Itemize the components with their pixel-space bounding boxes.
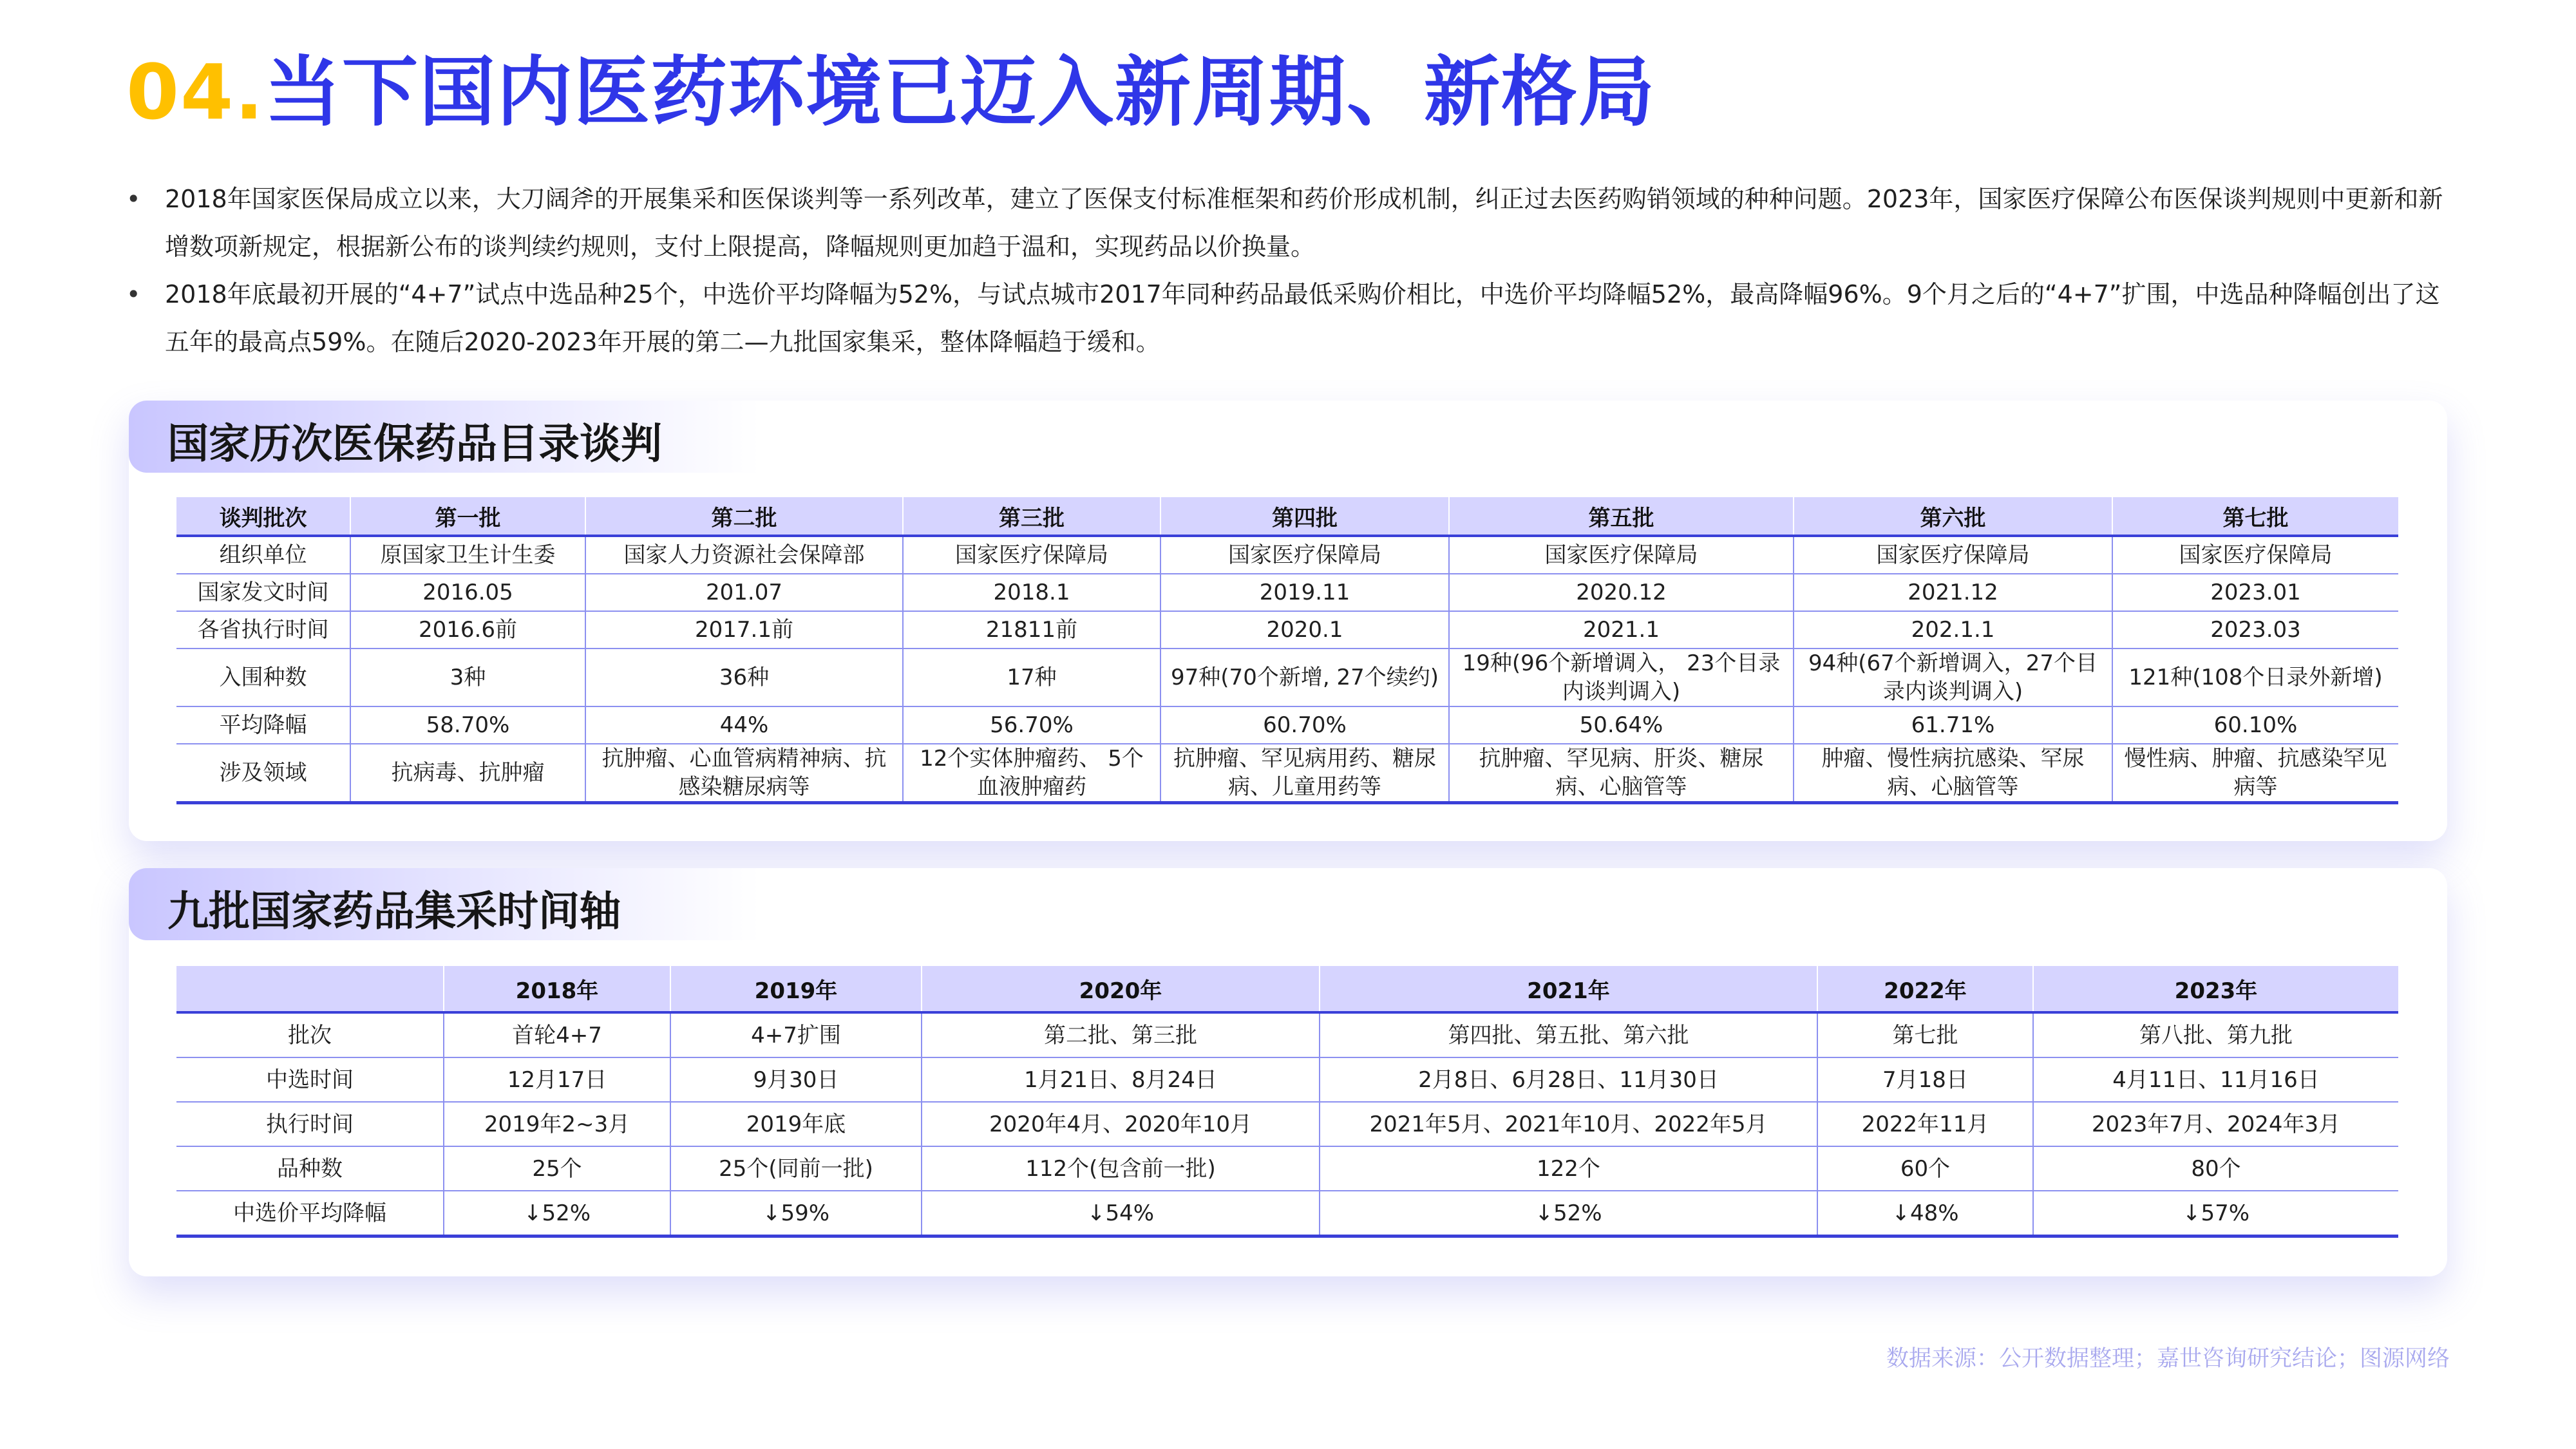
table-cell: 122个 bbox=[1320, 1146, 1817, 1191]
table-cell: 2019年2~3月 bbox=[444, 1102, 670, 1146]
table-cell: 肿瘤、慢性病抗感染、罕尿病、心脑管等 bbox=[1794, 744, 2112, 803]
table-cell: 80个 bbox=[2033, 1146, 2398, 1191]
table-cell: 36种 bbox=[585, 649, 903, 706]
bullet-list bbox=[126, 175, 2451, 366]
column-header bbox=[176, 966, 444, 1012]
table-cell: ↓57% bbox=[2033, 1191, 2398, 1236]
column-header: 2022年 bbox=[1817, 966, 2033, 1012]
table-cell: 2020.1 bbox=[1160, 611, 1449, 649]
table-row bbox=[176, 1146, 2398, 1191]
table-cell: ↓52% bbox=[1320, 1191, 1817, 1236]
table-cell: 国家医疗保障局 bbox=[2112, 536, 2398, 574]
table-row bbox=[176, 706, 2398, 744]
table-cell: 国家医疗保障局 bbox=[1794, 536, 2112, 574]
column-header: 2018年 bbox=[444, 966, 670, 1012]
table-cell: 第二批、第三批 bbox=[922, 1012, 1320, 1057]
table-cell: 抗肿瘤、罕见病、肝炎、糖尿病、心脑管等 bbox=[1449, 744, 1794, 803]
table-cell: 112个(包含前一批) bbox=[922, 1146, 1320, 1191]
table-cell: 国家医疗保障局 bbox=[1449, 536, 1794, 574]
table-cell: 2021.12 bbox=[1794, 574, 2112, 611]
column-header: 第二批 bbox=[585, 497, 903, 536]
column-header: 第六批 bbox=[1794, 497, 2112, 536]
table-row bbox=[176, 1057, 2398, 1102]
table-cell: 抗肿瘤、心血管病精神病、抗感染糖尿病等 bbox=[585, 744, 903, 803]
column-header: 第三批 bbox=[903, 497, 1160, 536]
row-label: 国家发文时间 bbox=[176, 574, 350, 611]
table-cell: 12个实体肿瘤药、 5个血液肿瘤药 bbox=[903, 744, 1160, 803]
table-cell: 97种(70个新增, 27个续约) bbox=[1160, 649, 1449, 706]
table-cell: 2021.1 bbox=[1449, 611, 1794, 649]
row-label: 涉及领域 bbox=[176, 744, 350, 803]
row-label: 平均降幅 bbox=[176, 706, 350, 744]
table-row bbox=[176, 1012, 2398, 1057]
bullet-item: • 2018年底最初开展的“4+7”试点中选品种25个，中选价平均降幅为52%，与试点城市2017年同种药品最低采购价相比，中选价平均降幅52%，最高降幅96%。9个月之后的“4+7”扩围，中选品种降幅创出了这五年的最高点59%。在随后2020-2023年开展的第二—九批国家集采，整体降幅趋于缓和。 bbox=[126, 270, 2451, 366]
table-cell: 国家人力资源社会保障部 bbox=[585, 536, 903, 574]
table-cell: 56.70% bbox=[903, 706, 1160, 744]
table-cell: 2020.12 bbox=[1449, 574, 1794, 611]
row-label: 执行时间 bbox=[176, 1102, 444, 1146]
section-title: 九批国家药品集采时间轴 bbox=[167, 888, 621, 936]
table-cell: 94种(67个新增调入，27个目录内谈判调入) bbox=[1794, 649, 2112, 706]
table-cell: 第四批、第五批、第六批 bbox=[1320, 1012, 1817, 1057]
table-row bbox=[176, 611, 2398, 649]
table-cell: 60.10% bbox=[2112, 706, 2398, 744]
table-row bbox=[176, 744, 2398, 803]
table-cell: 2019.11 bbox=[1160, 574, 1449, 611]
column-header: 2019年 bbox=[670, 966, 922, 1012]
table-cell: 2017.1前 bbox=[585, 611, 903, 649]
table-cell: 50.64% bbox=[1449, 706, 1794, 744]
table-cell: 4+7扩围 bbox=[670, 1012, 922, 1057]
section-header bbox=[129, 401, 760, 473]
procurement-card bbox=[129, 868, 2447, 1276]
table-cell: 61.71% bbox=[1794, 706, 2112, 744]
table-header-row bbox=[176, 497, 2398, 536]
negotiation-table bbox=[176, 497, 2398, 804]
table-cell: 2021年5月、2021年10月、2022年5月 bbox=[1320, 1102, 1817, 1146]
page-title bbox=[126, 37, 1656, 147]
data-source-note: 数据来源：公开数据整理；嘉世咨询研究结论；图源网络 bbox=[1886, 1346, 2450, 1372]
table-cell: 慢性病、肿瘤、抗感染罕见病等 bbox=[2112, 744, 2398, 803]
row-label: 中选时间 bbox=[176, 1057, 444, 1102]
section-title: 国家历次医保药品目录谈判 bbox=[167, 421, 662, 468]
column-header: 谈判批次 bbox=[176, 497, 350, 536]
table-cell: 25个 bbox=[444, 1146, 670, 1191]
table-cell: 国家医疗保障局 bbox=[1160, 536, 1449, 574]
row-label: 品种数 bbox=[176, 1146, 444, 1191]
table-cell: 2月8日、6月28日、11月30日 bbox=[1320, 1057, 1817, 1102]
table-row bbox=[176, 574, 2398, 611]
table-row bbox=[176, 649, 2398, 706]
table-cell: 第八批、第九批 bbox=[2033, 1012, 2398, 1057]
table-cell: 2019年底 bbox=[670, 1102, 922, 1146]
table-cell: 121种(108个日录外新增) bbox=[2112, 649, 2398, 706]
table-cell: ↓48% bbox=[1817, 1191, 2033, 1236]
column-header: 第五批 bbox=[1449, 497, 1794, 536]
bullet-item: • 2018年国家医保局成立以来，大刀阔斧的开展集采和医保谈判等一系列改革，建立了医保支付标准框架和药价形成机制，纠正过去医药购销领域的种种问题。2023年，国家医疗保障公布医保谈判规则中更新和新增数项新规定，根据新公布的谈判续约规则，支付上限提高，降幅规则更加趋于温和，实现药品以价换量。 bbox=[126, 175, 2451, 270]
table-cell: 7月18日 bbox=[1817, 1057, 2033, 1102]
title-number: 04. bbox=[126, 48, 265, 137]
table-cell: 25个(同前一批) bbox=[670, 1146, 922, 1191]
table-cell: 1月21日、8月24日 bbox=[922, 1057, 1320, 1102]
table-cell: 抗肿瘤、罕见病用药、糖尿病、儿童用药等 bbox=[1160, 744, 1449, 803]
column-header: 第一批 bbox=[350, 497, 585, 536]
table-cell: 首轮4+7 bbox=[444, 1012, 670, 1057]
table-header-row bbox=[176, 966, 2398, 1012]
table-cell: 2023年7月、2024年3月 bbox=[2033, 1102, 2398, 1146]
column-header: 第四批 bbox=[1160, 497, 1449, 536]
column-header: 2020年 bbox=[922, 966, 1320, 1012]
column-header: 第七批 bbox=[2112, 497, 2398, 536]
row-label: 批次 bbox=[176, 1012, 444, 1057]
table-cell: 21811前 bbox=[903, 611, 1160, 649]
table-cell: 抗病毒、抗肿瘤 bbox=[350, 744, 585, 803]
table-cell: 2022年11月 bbox=[1817, 1102, 2033, 1146]
table-cell: 第七批 bbox=[1817, 1012, 2033, 1057]
table-cell: 60个 bbox=[1817, 1146, 2033, 1191]
negotiation-card bbox=[129, 401, 2447, 841]
table-cell: 17种 bbox=[903, 649, 1160, 706]
table-cell: 9月30日 bbox=[670, 1057, 922, 1102]
table-cell: 2016.05 bbox=[350, 574, 585, 611]
table-row bbox=[176, 1191, 2398, 1236]
table-row bbox=[176, 536, 2398, 574]
row-label: 中选价平均降幅 bbox=[176, 1191, 444, 1236]
table-cell: 60.70% bbox=[1160, 706, 1449, 744]
row-label: 入围种数 bbox=[176, 649, 350, 706]
column-header: 2023年 bbox=[2033, 966, 2398, 1012]
column-header: 2021年 bbox=[1320, 966, 1817, 1012]
table-cell: 58.70% bbox=[350, 706, 585, 744]
table-cell: 国家医疗保障局 bbox=[903, 536, 1160, 574]
table-cell: 202.1.1 bbox=[1794, 611, 2112, 649]
table-cell: 2020年4月、2020年10月 bbox=[922, 1102, 1320, 1146]
table-cell: 2018.1 bbox=[903, 574, 1160, 611]
table-cell: 12月17日 bbox=[444, 1057, 670, 1102]
section-header bbox=[129, 868, 760, 940]
table-cell: 3种 bbox=[350, 649, 585, 706]
table-cell: ↓52% bbox=[444, 1191, 670, 1236]
procurement-timeline-table bbox=[176, 966, 2398, 1238]
table-cell: 201.07 bbox=[585, 574, 903, 611]
table-cell: 2023.01 bbox=[2112, 574, 2398, 611]
table-cell: ↓54% bbox=[922, 1191, 1320, 1236]
table-cell: 2023.03 bbox=[2112, 611, 2398, 649]
table-cell: 2016.6前 bbox=[350, 611, 585, 649]
table-cell: 19种(96个新增调入， 23个目录内谈判调入) bbox=[1449, 649, 1794, 706]
row-label: 各省执行时间 bbox=[176, 611, 350, 649]
table-cell: ↓59% bbox=[670, 1191, 922, 1236]
table-cell: 原国家卫生计生委 bbox=[350, 536, 585, 574]
title-text: 当下国内医药环境已迈入新周期、新格局 bbox=[265, 48, 1656, 137]
table-cell: 44% bbox=[585, 706, 903, 744]
table-row bbox=[176, 1102, 2398, 1146]
row-label: 组织单位 bbox=[176, 536, 350, 574]
table-cell: 4月11日、11月16日 bbox=[2033, 1057, 2398, 1102]
